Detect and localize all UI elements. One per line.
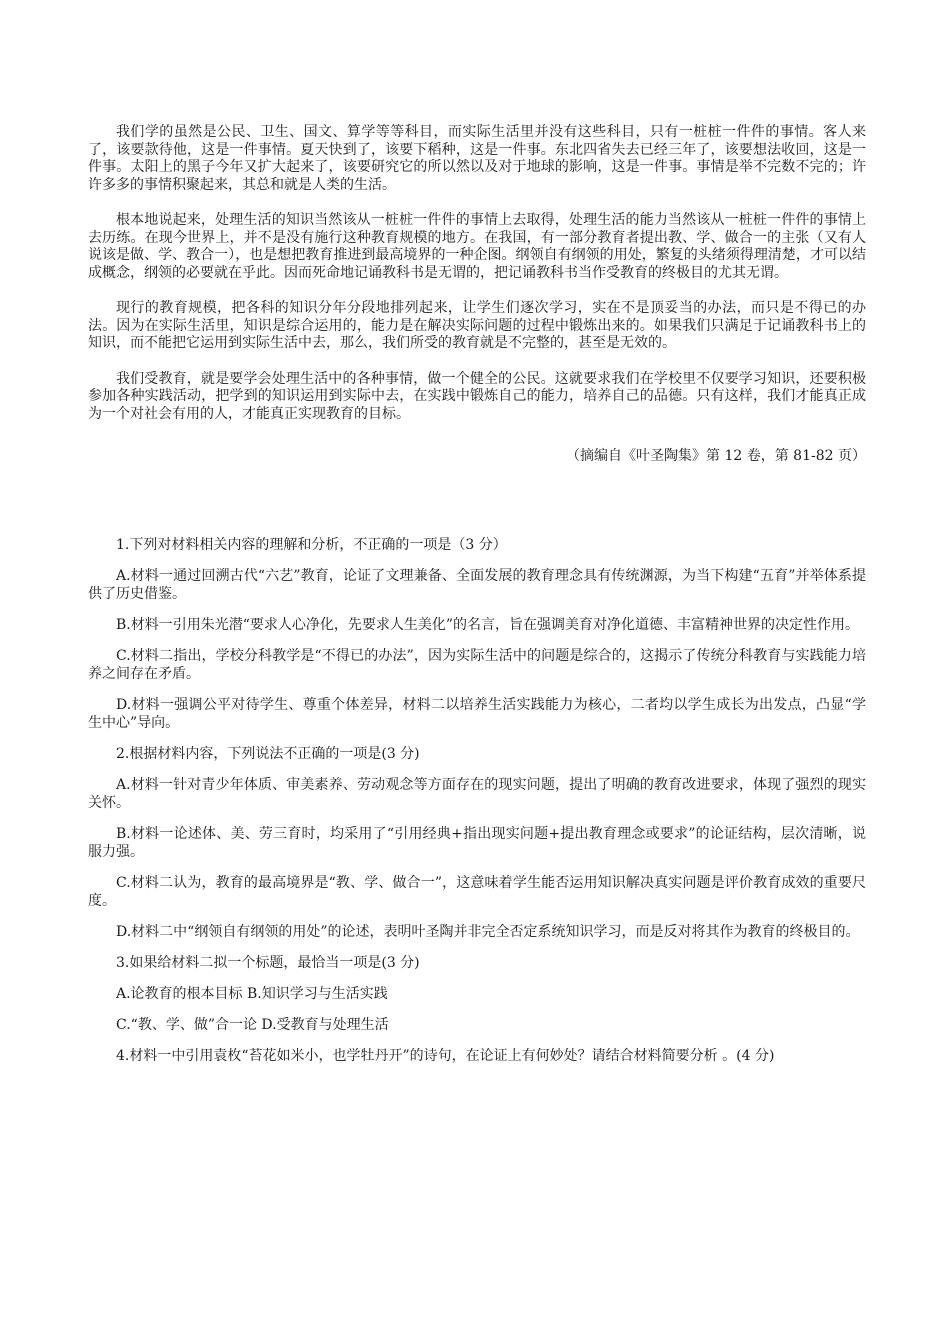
- question-2-option-a: A.材料一针对青少年体质、审美素养、劳动观念等方面存在的现实问题，提出了明确的教育改进要求，体现了强烈的现实关怀。: [88, 777, 866, 811]
- question-1-stem: 1.下列对材料相关内容的理解和分析，不正确的一项是（3 分）: [116, 537, 507, 553]
- question-2-option-b: B.材料一论述体、美、劳三育时，均采用了“引用经典+指出现实问题+提出教育理念或要求”的论证结构，层次清晰，说服力强。: [88, 826, 866, 860]
- question-3-options-cd: C.“教、学、做”合一论 D.受教育与处理生活: [116, 1017, 389, 1033]
- passage-paragraph: 现行的教育规模，把各科的知识分年分段地排列起来，让学生们逐次学习，实在不是顶妥当的办法，而只是不得已的办法。因为在实际生活里，知识是综合运用的，能力是在解决实际问题的过程中锻炼出来的。如果我们只满足于记诵教科书上的知识，而不能把它运用到实际生活中去，那么，我们所受的教育就是不完整的，甚至是无效的。: [88, 300, 866, 351]
- question-3-options-ab: A.论教育的根本目标 B.知识学习与生活实践: [116, 986, 388, 1002]
- questions: [88, 536, 866, 1065]
- question-2-option-d: D.材料二中“纲领自有纲领的用处”的论述，表明叶圣陶并非完全否定系统知识学习，而是反对将其作为教育的终极目的。: [116, 924, 860, 940]
- question-2-stem: 2.根据材料内容，下列说法不正确的一项是(3 分): [116, 746, 420, 762]
- passage-paragraph: 根本地说起来，处理生活的知识当然该从一桩桩一件件的事情上去取得，处理生活的能力当然该从一桩桩一件件的事情上去历练。在现今世界上，并不是没有施行这种教育规模的地方。在我国，有一部分教育者提出教、学、做合一的主张（又有人说该是做、学、教合一），也是想把教育推进到最高境界的一种企图。纲领自有纲领的用处，繁复的头绪须得理清楚，才可以结成概念，纲领的必要就在乎此。因而死命地记诵教科书是无谓的，把记诵教科书当作受教育的终极目的尤其无谓。: [88, 212, 866, 281]
- question-1-option-b: B.材料一引用朱光潜“要求人心净化，先要求人生美化”的名言，旨在强调美育对净化道德、丰富精神世界的决定性作用。: [116, 617, 860, 633]
- source-citation: （摘编自《叶圣陶集》第 12 卷，第 81-82 页）: [566, 448, 866, 464]
- question-3-stem: 3.如果给材料二拟一个标题，最恰当一项是(3 分): [116, 955, 420, 971]
- passage-paragraph: 我们受教育，就是要学会处理生活中的各种事情，做一个健全的公民。这就要求我们在学校里不仅要学习知识，还要积极参加各种实践活动，把学到的知识运用到实际中去，在实践中锻炼自己的能力，培养自己的品德。只有这样，我们才能真正成为一个对社会有用的人，才能真正实现教育的目标。: [88, 370, 866, 422]
- passage-paragraph: 我们学的虽然是公民、卫生、国文、算学等等科目，而实际生活里并没有这些科目，只有一桩桩一件件的事情。客人来了，该要款待他，这是一件事情。夏天快到了，该要下稻种，这是一件事。东北四省失去已经三年了，该要想法收回，这是一件事。太阳上的黑子今年又扩大起来了，该要研究它的所以然以及对于地球的影响，这是一件事。事情是举不完数不完的；许许多多的事情积聚起来，其总和就是人类的生活。: [88, 124, 866, 193]
- question-2-option-c: C.材料二认为，教育的最高境界是“教、学、做合一”，这意味着学生能否运用知识解决真实问题是评价教育成效的重要尺度。: [88, 875, 866, 909]
- question-1-option-d: D.材料一强调公平对待学生、尊重个体差异，材料二以培养生活实践能力为核心，二者均以学生成长为出发点，凸显“学生中心”导向。: [88, 697, 866, 731]
- passage: [88, 124, 866, 465]
- question-1-option-c: C.材料二指出，学校分科教学是“不得已的办法”，因为实际生活中的问题是综合的，这揭示了传统分科教育与实践能力培养之间存在矛盾。: [88, 648, 866, 682]
- question-4-stem: 4.材料一中引用袁枚“苔花如米小，也学牡丹开”的诗句，在论证上有何妙处？请结合材料简要分析 。(4 分): [116, 1048, 775, 1064]
- question-1-option-a: A.材料一通过回溯古代“六艺”教育，论证了文理兼备、全面发展的教育理念具有传统渊源，为当下构建“五育”并举体系提供了历史借鉴。: [88, 568, 866, 602]
